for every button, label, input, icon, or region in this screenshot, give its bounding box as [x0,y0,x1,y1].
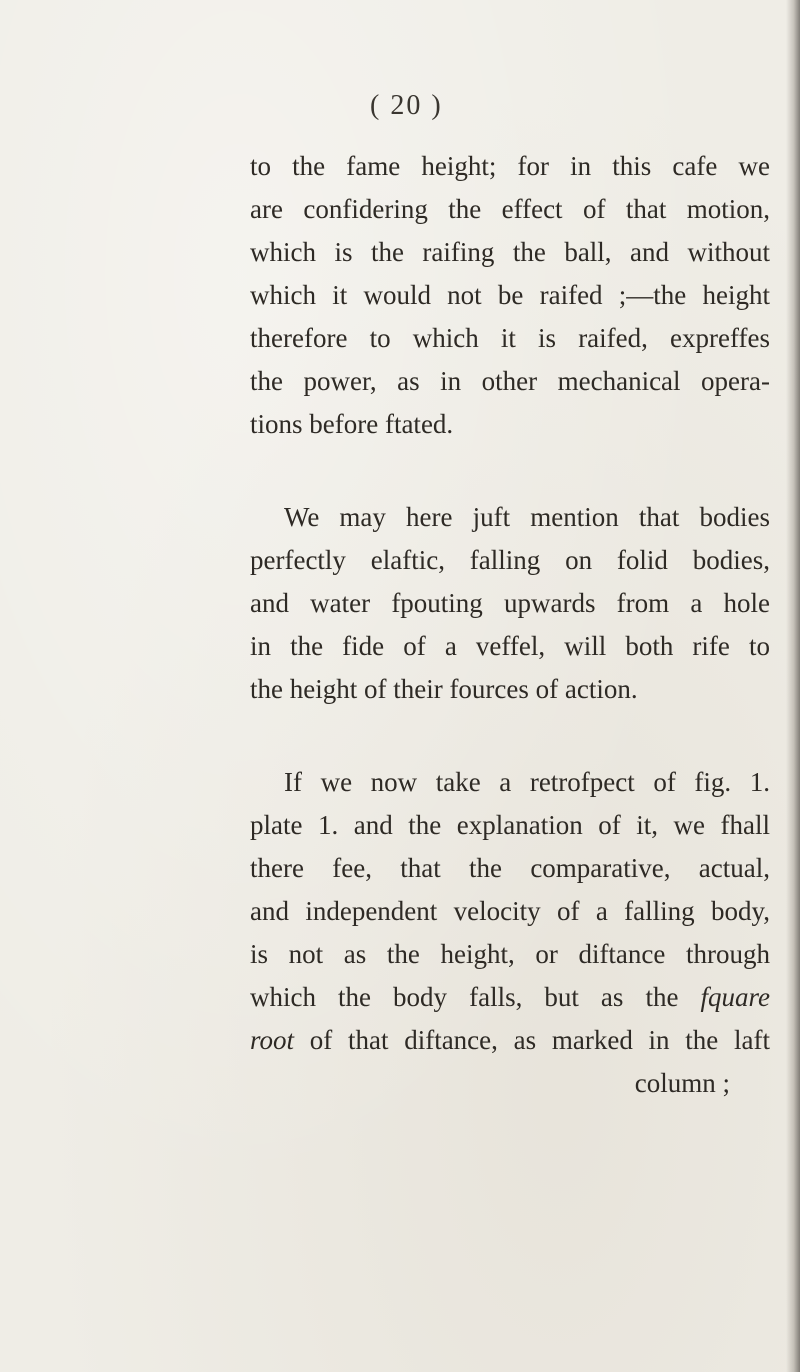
text-line: the power, as in other mechanical opera- [250,366,770,396]
paragraph [250,761,770,1105]
italic-word: root [250,1025,295,1055]
text-line [250,976,770,1019]
text-line: to the fame height; for in this cafe we [250,151,770,181]
page-edge-shadow [786,0,800,1372]
text-line: the height of their fources of action. [250,674,638,704]
page-number: ( 20 ) [370,90,443,121]
text-line: We may here juft mention that bodies [284,502,770,532]
paragraph-gap [250,711,770,761]
text-line: If we now take a retrofpect of fig. 1. [284,767,770,797]
text-line: are confidering the effect of that motion, [250,194,770,224]
text-line: is not as the height, or diftance through [250,939,770,969]
catchword: column ; [634,1068,730,1098]
text-line: therefore to which it is raifed, expreffes [250,323,770,353]
paragraph [250,496,770,711]
text-line: and independent velocity of a falling body, [250,896,770,926]
paragraph-gap [250,446,770,496]
italic-word: fquare [700,982,770,1012]
text-line: there fee, that the comparative, actual, [250,853,770,883]
text-line: tions before ftated. [250,409,454,439]
text-line: which it would not be raifed ;—the height [250,280,770,310]
text-line: and water fpouting upwards from a hole [250,588,770,618]
text-line-start: which the body falls, but as the [250,982,679,1012]
text-line: perfectly elaftic, falling on folid bodies, [250,545,770,575]
text-line-rest: of that diftance, as marked in the laft [294,1025,770,1055]
body-text [250,145,770,1105]
text-line: in the fide of a veffel, will both rife to [250,631,770,661]
text-line: plate 1. and the explanation of it, we fhall [250,810,770,840]
paragraph [250,145,770,446]
text-line: which is the raifing the ball, and without [250,237,770,267]
text-line [250,1019,770,1062]
